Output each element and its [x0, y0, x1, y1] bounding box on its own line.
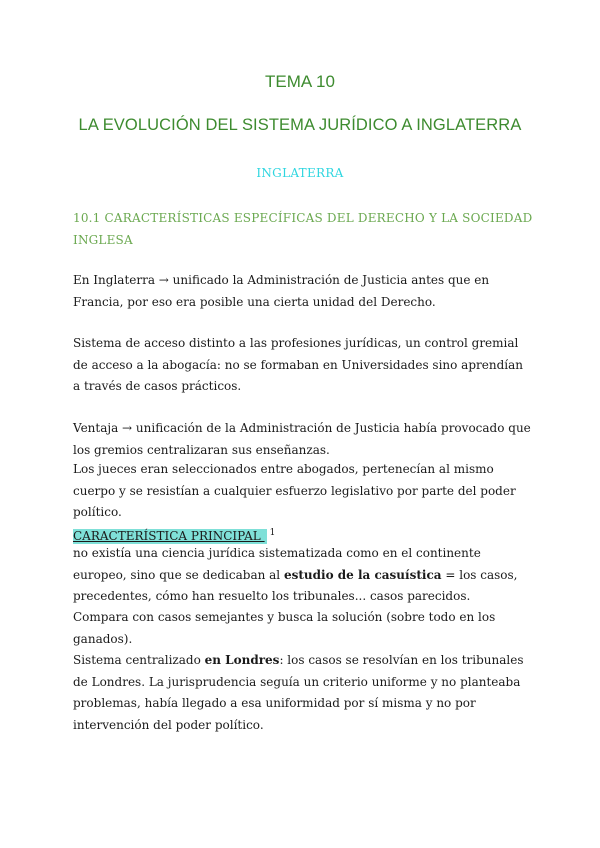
paragraph-judges: Los jueces eran seleccionados entre abogados, pertenecían al mismo cuerpo y se resistían a cualquier esfuerzo legislativo por parte del poder político.: [73, 462, 516, 520]
paragraph-access: Sistema de acceso distinto a las profesiones jurídicas, un control gremial de acceso a la abogacía: no se formaban en Universidades sino aprendían a través de casos prácticos.: [73, 336, 523, 394]
central-text-b: : los casos se resolvían en los tribunales de Londres. La jurisprudencia seguía un criterio uniforme y no planteaba problemas, había llegado a esa uniformidad por sí misma y no por intervención del poder político.: [73, 653, 524, 732]
main-feature-label-line: [73, 524, 275, 545]
tema-heading: TEMA 10: [265, 72, 335, 91]
paragraph-unification: En Inglaterra → unificado la Administración de Justicia antes que en Francia, por eso era posible una cierta unidad del Derecho.: [73, 273, 490, 309]
central-text-a: Sistema centralizado: [73, 653, 205, 667]
main-feature-highlight: CARACTERÍSTICA PRINCIPAL: [73, 529, 265, 543]
paragraph-casuistry: [73, 543, 533, 608]
section-heading: 10.1 CARACTERÍSTICAS ESPECÍFICAS DEL DERECHO Y LA SOCIEDAD INGLESA: [73, 211, 533, 247]
country-heading: INGLATERRA: [256, 166, 344, 180]
document-title: LA EVOLUCIÓN DEL SISTEMA JURÍDICO A INGLATERRA: [78, 116, 522, 134]
casuistry-bold: estudio de la casuística: [283, 567, 442, 582]
paragraph-compare: Compara con casos semejantes y busca la solución (sobre todo en los ganados).: [73, 610, 496, 646]
paragraph-centralized: [73, 650, 533, 736]
casuistry-text-b: = los casos, precedentes, cómo han resuelto los tribunales... casos parecidos.: [73, 567, 518, 604]
casuistry-text-a: no existía una ciencia jurídica sistematizada como en el continente europeo, sino que se dedicaban al: [73, 546, 481, 582]
paragraph-advantage: Ventaja → unificación de la Administración de Justicia había provocado que los gremios centralizaran sus enseñanzas.: [73, 421, 531, 457]
central-bold: en Londres: [204, 653, 280, 667]
footnote-marker[interactable]: 1: [269, 528, 276, 538]
